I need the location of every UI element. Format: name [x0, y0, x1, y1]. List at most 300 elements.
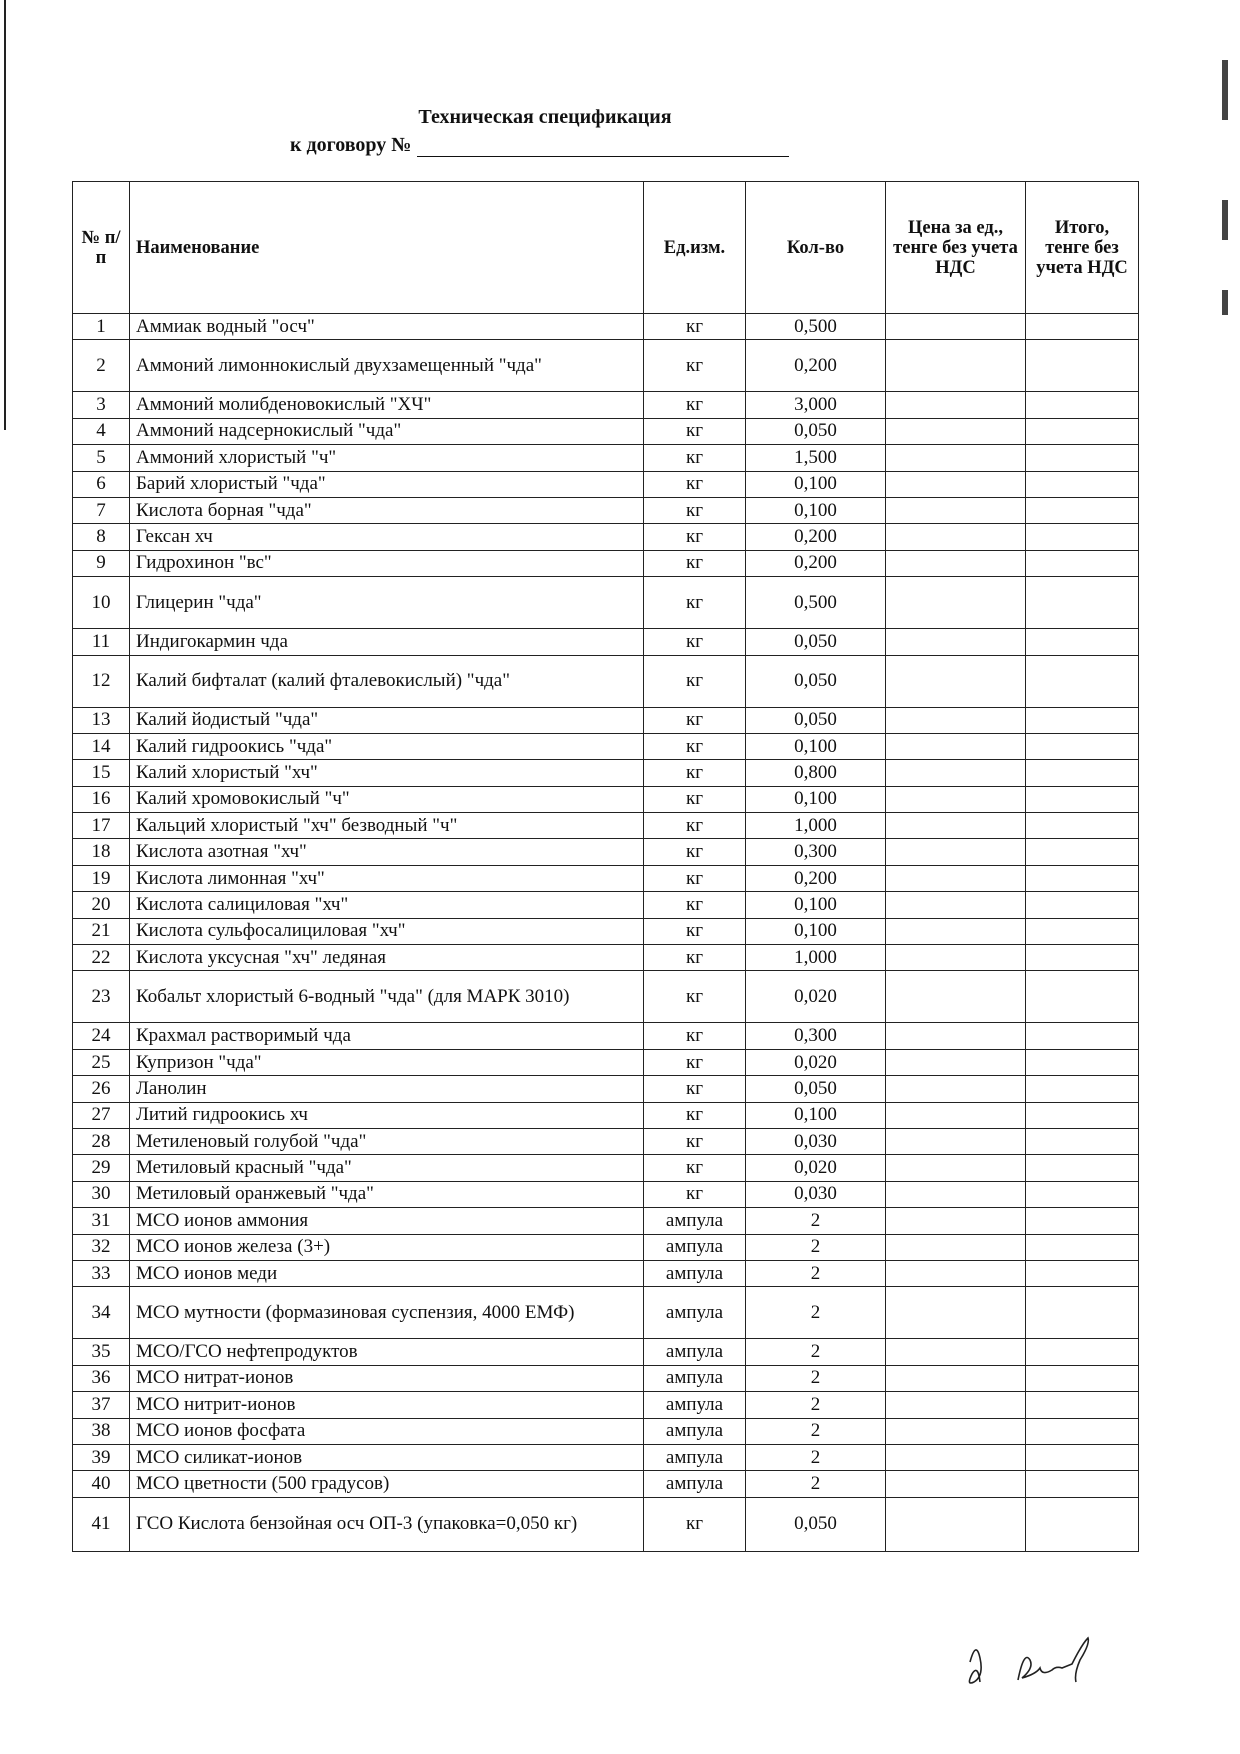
row-price	[886, 865, 1026, 891]
table-row	[73, 945, 1139, 971]
row-num: 33	[73, 1260, 130, 1286]
row-num: 22	[73, 945, 130, 971]
row-qty: 0,200	[746, 550, 886, 576]
row-num: 8	[73, 524, 130, 550]
table-row	[73, 1339, 1139, 1365]
row-qty: 0,300	[746, 1023, 886, 1049]
row-unit: кг	[644, 418, 746, 444]
row-qty: 0,100	[746, 497, 886, 523]
table-row	[73, 497, 1139, 523]
row-price	[886, 497, 1026, 523]
table-row	[73, 1444, 1139, 1470]
row-total	[1026, 497, 1139, 523]
row-name: Кислота лимонная "хч"	[130, 865, 644, 891]
table-row	[73, 733, 1139, 759]
header-num: № п/п	[73, 182, 130, 314]
row-name: Калий бифталат (калий фталевокислый) "чда"	[130, 655, 644, 707]
row-name: МСО нитрит-ионов	[130, 1392, 644, 1418]
table-row	[73, 760, 1139, 786]
table-row	[73, 1471, 1139, 1497]
scan-edge-left	[4, 0, 6, 430]
row-price	[886, 655, 1026, 707]
row-qty: 0,200	[746, 865, 886, 891]
row-unit: кг	[644, 1049, 746, 1075]
row-name: Крахмал растворимый чда	[130, 1023, 644, 1049]
row-total	[1026, 471, 1139, 497]
row-num: 14	[73, 733, 130, 759]
row-total	[1026, 1234, 1139, 1260]
row-unit: кг	[644, 1155, 746, 1181]
row-num: 29	[73, 1155, 130, 1181]
table-row	[73, 918, 1139, 944]
row-total	[1026, 418, 1139, 444]
row-total	[1026, 733, 1139, 759]
row-num: 10	[73, 577, 130, 629]
row-qty: 0,200	[746, 340, 886, 392]
row-name: МСО/ГСО нефтепродуктов	[130, 1339, 644, 1365]
row-name: Кальций хлористый "хч" безводный "ч"	[130, 813, 644, 839]
row-num: 5	[73, 445, 130, 471]
row-unit: кг	[644, 629, 746, 655]
row-price	[886, 314, 1026, 340]
row-price	[886, 918, 1026, 944]
contract-number-blank	[417, 138, 789, 157]
row-price	[886, 550, 1026, 576]
row-total	[1026, 314, 1139, 340]
row-qty: 0,020	[746, 1049, 886, 1075]
table-header-row	[73, 182, 1139, 314]
row-name: Купризон "чда"	[130, 1049, 644, 1075]
row-num: 37	[73, 1392, 130, 1418]
table-row	[73, 1260, 1139, 1286]
table-row	[73, 892, 1139, 918]
row-total	[1026, 1208, 1139, 1234]
row-num: 16	[73, 786, 130, 812]
row-qty: 0,100	[746, 733, 886, 759]
row-price	[886, 786, 1026, 812]
row-total	[1026, 1497, 1139, 1551]
row-total	[1026, 1181, 1139, 1207]
row-qty: 0,020	[746, 971, 886, 1023]
row-unit: кг	[644, 1181, 746, 1207]
row-price	[886, 1155, 1026, 1181]
row-name: Гидрохинон "вс"	[130, 550, 644, 576]
row-price	[886, 1392, 1026, 1418]
row-qty: 2	[746, 1365, 886, 1391]
row-qty: 0,050	[746, 655, 886, 707]
row-name: Ланолин	[130, 1076, 644, 1102]
row-qty: 1,500	[746, 445, 886, 471]
row-unit: ампула	[644, 1260, 746, 1286]
row-name: МСО ионов железа (3+)	[130, 1234, 644, 1260]
row-total	[1026, 577, 1139, 629]
row-price	[886, 1181, 1026, 1207]
table-row	[73, 418, 1139, 444]
table-row	[73, 1234, 1139, 1260]
row-price	[886, 971, 1026, 1023]
header-qty: Кол-во	[746, 182, 886, 314]
row-name: Метиловый красный "чда"	[130, 1155, 644, 1181]
table-row	[73, 865, 1139, 891]
row-price	[886, 1023, 1026, 1049]
row-unit: кг	[644, 786, 746, 812]
row-price	[886, 839, 1026, 865]
row-price	[886, 1076, 1026, 1102]
row-name: Кислота уксусная "хч" ледяная	[130, 945, 644, 971]
row-qty: 0,050	[746, 707, 886, 733]
row-price	[886, 1471, 1026, 1497]
row-price	[886, 418, 1026, 444]
row-unit: кг	[644, 1128, 746, 1154]
row-unit: кг	[644, 314, 746, 340]
row-price	[886, 1287, 1026, 1339]
row-total	[1026, 1023, 1139, 1049]
table-row	[73, 340, 1139, 392]
row-unit: кг	[644, 733, 746, 759]
row-total	[1026, 1260, 1139, 1286]
scan-edge-right-2	[1222, 200, 1228, 240]
table-row	[73, 1049, 1139, 1075]
row-num: 38	[73, 1418, 130, 1444]
table-row	[73, 1365, 1139, 1391]
row-unit: кг	[644, 971, 746, 1023]
row-total	[1026, 1418, 1139, 1444]
row-name: МСО силикат-ионов	[130, 1444, 644, 1470]
row-name: Аммоний молибденовокислый "ХЧ"	[130, 392, 644, 418]
row-unit: кг	[644, 340, 746, 392]
row-name: Кислота борная "чда"	[130, 497, 644, 523]
row-price	[886, 1418, 1026, 1444]
scan-edge-right-1	[1222, 60, 1228, 120]
row-name: Аммоний хлористый "ч"	[130, 445, 644, 471]
row-qty: 0,030	[746, 1181, 886, 1207]
row-total	[1026, 707, 1139, 733]
table-row	[73, 1287, 1139, 1339]
row-total	[1026, 945, 1139, 971]
row-unit: кг	[644, 707, 746, 733]
table-row	[73, 1392, 1139, 1418]
row-num: 35	[73, 1339, 130, 1365]
row-qty: 2	[746, 1339, 886, 1365]
row-unit: кг	[644, 945, 746, 971]
row-name: МСО ионов меди	[130, 1260, 644, 1286]
row-price	[886, 1234, 1026, 1260]
row-num: 31	[73, 1208, 130, 1234]
row-qty: 0,050	[746, 629, 886, 655]
table-row	[73, 1128, 1139, 1154]
row-num: 11	[73, 629, 130, 655]
row-unit: кг	[644, 839, 746, 865]
row-total	[1026, 1444, 1139, 1470]
contract-label: к договору №	[290, 134, 412, 156]
row-num: 17	[73, 813, 130, 839]
row-unit: кг	[644, 892, 746, 918]
row-num: 9	[73, 550, 130, 576]
signature-mark	[960, 1632, 1130, 1702]
row-name: Кислота салициловая "хч"	[130, 892, 644, 918]
row-name: Литий гидроокись хч	[130, 1102, 644, 1128]
row-name: Аммоний лимоннокислый двухзамещенный "чда"	[130, 340, 644, 392]
table-row	[73, 1102, 1139, 1128]
table-row	[73, 1497, 1139, 1551]
row-name: Калий хромовокислый "ч"	[130, 786, 644, 812]
row-price	[886, 707, 1026, 733]
row-qty: 3,000	[746, 392, 886, 418]
row-unit: ампула	[644, 1339, 746, 1365]
row-name: Калий йодистый "чда"	[130, 707, 644, 733]
row-num: 4	[73, 418, 130, 444]
row-num: 32	[73, 1234, 130, 1260]
row-qty: 1,000	[746, 945, 886, 971]
row-unit: кг	[644, 550, 746, 576]
row-num: 30	[73, 1181, 130, 1207]
row-qty: 1,000	[746, 813, 886, 839]
row-unit: ампула	[644, 1392, 746, 1418]
row-unit: кг	[644, 497, 746, 523]
row-num: 12	[73, 655, 130, 707]
row-total	[1026, 786, 1139, 812]
row-unit: кг	[644, 655, 746, 707]
row-qty: 2	[746, 1260, 886, 1286]
row-qty: 2	[746, 1287, 886, 1339]
table-row	[73, 445, 1139, 471]
row-num: 7	[73, 497, 130, 523]
row-name: Индигокармин чда	[130, 629, 644, 655]
header-name: Наименование	[130, 182, 644, 314]
row-price	[886, 577, 1026, 629]
row-name: МСО цветности (500 градусов)	[130, 1471, 644, 1497]
row-qty: 0,050	[746, 1076, 886, 1102]
row-qty: 0,200	[746, 524, 886, 550]
row-unit: кг	[644, 524, 746, 550]
row-num: 23	[73, 971, 130, 1023]
row-total	[1026, 892, 1139, 918]
row-name: Аммоний надсернокислый "чда"	[130, 418, 644, 444]
document-title: Техническая спецификация	[418, 106, 672, 128]
row-total	[1026, 1155, 1139, 1181]
row-name: Кобальт хлористый 6-водный "чда" (для МАРК 3010)	[130, 971, 644, 1023]
row-name: Метиленовый голубой "чда"	[130, 1128, 644, 1154]
row-name: Калий гидроокись "чда"	[130, 733, 644, 759]
row-total	[1026, 629, 1139, 655]
row-price	[886, 945, 1026, 971]
row-num: 21	[73, 918, 130, 944]
row-total	[1026, 1392, 1139, 1418]
table-row	[73, 839, 1139, 865]
row-total	[1026, 813, 1139, 839]
table-row	[73, 813, 1139, 839]
row-price	[886, 760, 1026, 786]
row-unit: ампула	[644, 1287, 746, 1339]
table-row	[73, 1181, 1139, 1207]
row-price	[886, 1260, 1026, 1286]
row-price	[886, 1365, 1026, 1391]
document-subtitle	[290, 134, 789, 157]
row-price	[886, 1102, 1026, 1128]
table-row	[73, 471, 1139, 497]
row-name: Кислота азотная "хч"	[130, 839, 644, 865]
row-qty: 0,500	[746, 577, 886, 629]
row-name: Аммиак водный "осч"	[130, 314, 644, 340]
row-total	[1026, 1287, 1139, 1339]
row-num: 13	[73, 707, 130, 733]
row-total	[1026, 971, 1139, 1023]
header-unit: Ед.изм.	[644, 182, 746, 314]
row-num: 19	[73, 865, 130, 891]
row-qty: 0,050	[746, 1497, 886, 1551]
row-price	[886, 1497, 1026, 1551]
table-row	[73, 1418, 1139, 1444]
table-row	[73, 577, 1139, 629]
row-num: 15	[73, 760, 130, 786]
row-num: 34	[73, 1287, 130, 1339]
row-num: 6	[73, 471, 130, 497]
row-unit: кг	[644, 865, 746, 891]
row-qty: 0,500	[746, 314, 886, 340]
row-qty: 0,100	[746, 1102, 886, 1128]
row-total	[1026, 1102, 1139, 1128]
table-row	[73, 524, 1139, 550]
row-qty: 0,030	[746, 1128, 886, 1154]
row-unit: кг	[644, 471, 746, 497]
row-num: 39	[73, 1444, 130, 1470]
row-qty: 0,100	[746, 918, 886, 944]
table-row	[73, 707, 1139, 733]
row-price	[886, 1339, 1026, 1365]
row-qty: 0,050	[746, 418, 886, 444]
row-num: 18	[73, 839, 130, 865]
table-row	[73, 1208, 1139, 1234]
row-name: Кислота сульфосалициловая "хч"	[130, 918, 644, 944]
row-price	[886, 1208, 1026, 1234]
row-price	[886, 733, 1026, 759]
row-name: Барий хлористый "чда"	[130, 471, 644, 497]
row-unit: кг	[644, 1102, 746, 1128]
row-name: МСО ионов аммония	[130, 1208, 644, 1234]
row-num: 24	[73, 1023, 130, 1049]
row-name: МСО нитрат-ионов	[130, 1365, 644, 1391]
row-unit: кг	[644, 1023, 746, 1049]
table-row	[73, 550, 1139, 576]
table-row	[73, 629, 1139, 655]
row-price	[886, 392, 1026, 418]
row-num: 27	[73, 1102, 130, 1128]
row-unit: кг	[644, 392, 746, 418]
row-unit: кг	[644, 577, 746, 629]
row-qty: 0,300	[746, 839, 886, 865]
row-name: МСО мутности (формазиновая суспензия, 4000 ЕМФ)	[130, 1287, 644, 1339]
row-unit: ампула	[644, 1418, 746, 1444]
row-num: 28	[73, 1128, 130, 1154]
row-total	[1026, 1365, 1139, 1391]
row-total	[1026, 865, 1139, 891]
row-unit: ампула	[644, 1208, 746, 1234]
row-num: 41	[73, 1497, 130, 1551]
row-num: 26	[73, 1076, 130, 1102]
row-total	[1026, 655, 1139, 707]
row-unit: кг	[644, 813, 746, 839]
row-total	[1026, 445, 1139, 471]
row-total	[1026, 1049, 1139, 1075]
row-name: Метиловый оранжевый "чда"	[130, 1181, 644, 1207]
row-qty: 0,020	[746, 1155, 886, 1181]
row-name: Гексан хч	[130, 524, 644, 550]
table-row	[73, 314, 1139, 340]
row-total	[1026, 392, 1139, 418]
table-row	[73, 1076, 1139, 1102]
row-num: 1	[73, 314, 130, 340]
row-total	[1026, 524, 1139, 550]
row-num: 25	[73, 1049, 130, 1075]
row-total	[1026, 550, 1139, 576]
row-unit: ампула	[644, 1234, 746, 1260]
row-name: МСО ионов фосфата	[130, 1418, 644, 1444]
row-qty: 0,100	[746, 786, 886, 812]
row-price	[886, 471, 1026, 497]
row-price	[886, 340, 1026, 392]
row-price	[886, 524, 1026, 550]
header-total: Итого, тенге без учета НДС	[1026, 182, 1139, 314]
row-qty: 0,100	[746, 471, 886, 497]
specification-table	[72, 181, 1139, 1552]
row-unit: ампула	[644, 1444, 746, 1470]
row-total	[1026, 760, 1139, 786]
row-qty: 2	[746, 1392, 886, 1418]
row-total	[1026, 1471, 1139, 1497]
row-qty: 2	[746, 1444, 886, 1470]
row-price	[886, 629, 1026, 655]
table-row	[73, 971, 1139, 1023]
table-row	[73, 1155, 1139, 1181]
row-qty: 0,100	[746, 892, 886, 918]
row-total	[1026, 918, 1139, 944]
row-price	[886, 1128, 1026, 1154]
row-total	[1026, 1076, 1139, 1102]
table-row	[73, 786, 1139, 812]
row-qty: 0,800	[746, 760, 886, 786]
row-total	[1026, 1339, 1139, 1365]
row-unit: ампула	[644, 1365, 746, 1391]
table-row	[73, 392, 1139, 418]
row-unit: кг	[644, 760, 746, 786]
row-qty: 2	[746, 1418, 886, 1444]
row-unit: кг	[644, 445, 746, 471]
row-num: 20	[73, 892, 130, 918]
row-unit: ампула	[644, 1471, 746, 1497]
row-num: 40	[73, 1471, 130, 1497]
row-unit: кг	[644, 918, 746, 944]
scan-edge-right-3	[1222, 290, 1228, 315]
header-price: Цена за ед., тенге без учета НДС	[886, 182, 1026, 314]
row-num: 3	[73, 392, 130, 418]
row-total	[1026, 340, 1139, 392]
row-total	[1026, 839, 1139, 865]
row-name: Калий хлористый "хч"	[130, 760, 644, 786]
row-unit: кг	[644, 1497, 746, 1551]
row-name: ГСО Кислота бензойная осч ОП-3 (упаковка=0,050 кг)	[130, 1497, 644, 1551]
row-num: 36	[73, 1365, 130, 1391]
row-price	[886, 813, 1026, 839]
table-row	[73, 655, 1139, 707]
row-price	[886, 445, 1026, 471]
row-name: Глицерин "чда"	[130, 577, 644, 629]
row-num: 2	[73, 340, 130, 392]
row-qty: 2	[746, 1208, 886, 1234]
row-unit: кг	[644, 1076, 746, 1102]
table-row	[73, 1023, 1139, 1049]
row-price	[886, 1049, 1026, 1075]
row-total	[1026, 1128, 1139, 1154]
